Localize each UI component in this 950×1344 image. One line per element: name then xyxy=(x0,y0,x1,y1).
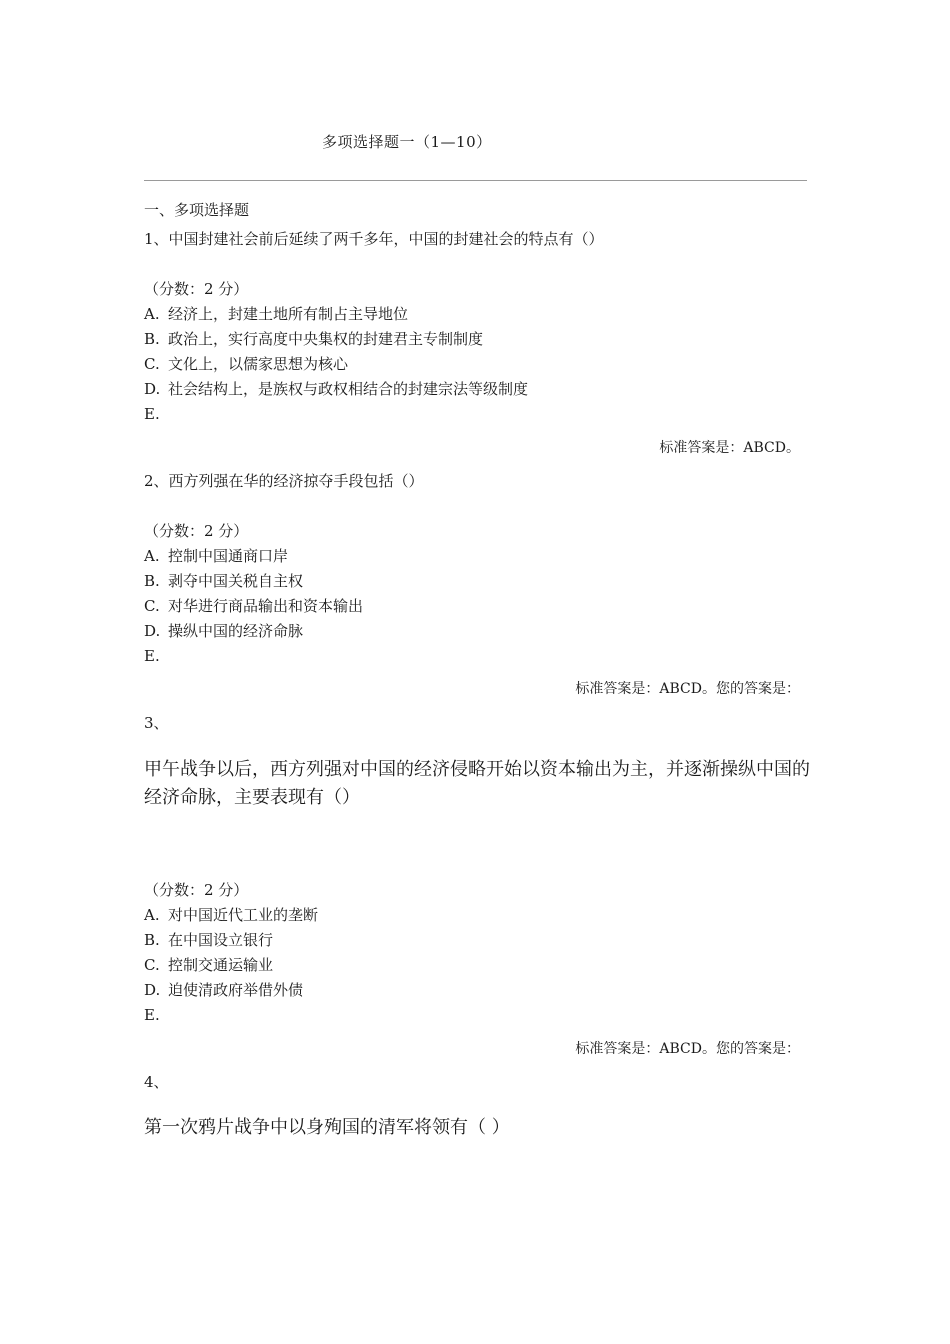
question-2-stem xyxy=(144,471,424,491)
option-text: 控制交通运输业 xyxy=(168,956,274,974)
question-3-answer: 标准答案是：ABCD。您的答案是： xyxy=(575,1041,800,1057)
question-2-option-a[interactable] xyxy=(144,546,288,566)
question-1-option-e[interactable] xyxy=(144,404,168,424)
section-heading: 一、多项选择题 xyxy=(144,201,250,219)
question-1-option-d[interactable] xyxy=(144,379,528,399)
question-3-option-b[interactable] xyxy=(144,930,273,950)
question-1-stem xyxy=(144,229,604,249)
question-2-number: 2、 xyxy=(144,472,169,490)
option-letter: D. xyxy=(144,380,161,398)
option-letter: B. xyxy=(144,572,160,590)
option-text: 经济上，封建土地所有制占主导地位 xyxy=(168,305,409,323)
option-text: 剥夺中国关税自主权 xyxy=(168,572,304,590)
option-letter: E. xyxy=(144,647,160,665)
option-letter: A. xyxy=(144,906,160,924)
question-3-text: 甲午战争以后，西方列强对中国的经济侵略开始以资本输出为主，并逐渐操纵中国的经济命脉，主要表现有（） xyxy=(144,759,810,808)
option-letter: A. xyxy=(144,305,160,323)
option-text: 社会结构上，是族权与政权相结合的封建宗法等级制度 xyxy=(168,380,529,398)
title-divider xyxy=(144,180,807,181)
question-2-option-c[interactable] xyxy=(144,596,363,616)
option-letter: D. xyxy=(144,622,161,640)
question-3-option-e[interactable] xyxy=(144,1005,168,1025)
question-2-option-e[interactable] xyxy=(144,646,168,666)
question-1-text: 中国封建社会前后延续了两千多年，中国的封建社会的特点有（） xyxy=(168,230,604,248)
question-1-number: 1、 xyxy=(144,230,169,248)
question-1-option-b[interactable] xyxy=(144,329,483,349)
option-text: 政治上，实行高度中央集权的封建君主专制制度 xyxy=(168,330,484,348)
option-letter: C. xyxy=(144,355,160,373)
question-3-option-d[interactable] xyxy=(144,980,303,1000)
question-2-answer: 标准答案是：ABCD。您的答案是： xyxy=(575,681,800,697)
question-2-text: 西方列强在华的经济掠夺手段包括（） xyxy=(168,472,424,490)
question-4-text: 第一次鸦片战争中以身殉国的清军将领有（ ） xyxy=(144,1117,510,1138)
question-3-option-c[interactable] xyxy=(144,955,273,975)
option-text: 对华进行商品输出和资本输出 xyxy=(168,597,364,615)
option-letter: B. xyxy=(144,931,160,949)
question-1-answer: 标准答案是：ABCD。 xyxy=(659,440,800,456)
option-letter: B. xyxy=(144,330,160,348)
question-1-score: （分数：2 分） xyxy=(144,280,249,298)
question-3-score: （分数：2 分） xyxy=(144,881,249,899)
option-letter: C. xyxy=(144,956,160,974)
question-1-option-a[interactable] xyxy=(144,304,408,324)
question-1-option-c[interactable] xyxy=(144,354,348,374)
option-text: 迫使清政府举借外债 xyxy=(168,981,304,999)
option-letter: E. xyxy=(144,1006,160,1024)
question-3-number: 3、 xyxy=(144,714,169,732)
option-letter: D. xyxy=(144,981,161,999)
option-text: 控制中国通商口岸 xyxy=(168,547,289,565)
question-2-option-d[interactable] xyxy=(144,621,303,641)
question-2-score: （分数：2 分） xyxy=(144,522,249,540)
option-text: 操纵中国的经济命脉 xyxy=(168,622,304,640)
option-text: 文化上，以儒家思想为核心 xyxy=(168,355,349,373)
question-3-option-a[interactable] xyxy=(144,905,318,925)
document-title: 多项选择题一（1—10） xyxy=(322,133,492,151)
question-2-option-b[interactable] xyxy=(144,571,303,591)
option-letter: C. xyxy=(144,597,160,615)
option-text: 在中国设立银行 xyxy=(168,931,274,949)
option-letter: E. xyxy=(144,405,160,423)
option-letter: A. xyxy=(144,547,160,565)
question-4-number: 4、 xyxy=(144,1073,169,1091)
option-text: 对中国近代工业的垄断 xyxy=(168,906,319,924)
